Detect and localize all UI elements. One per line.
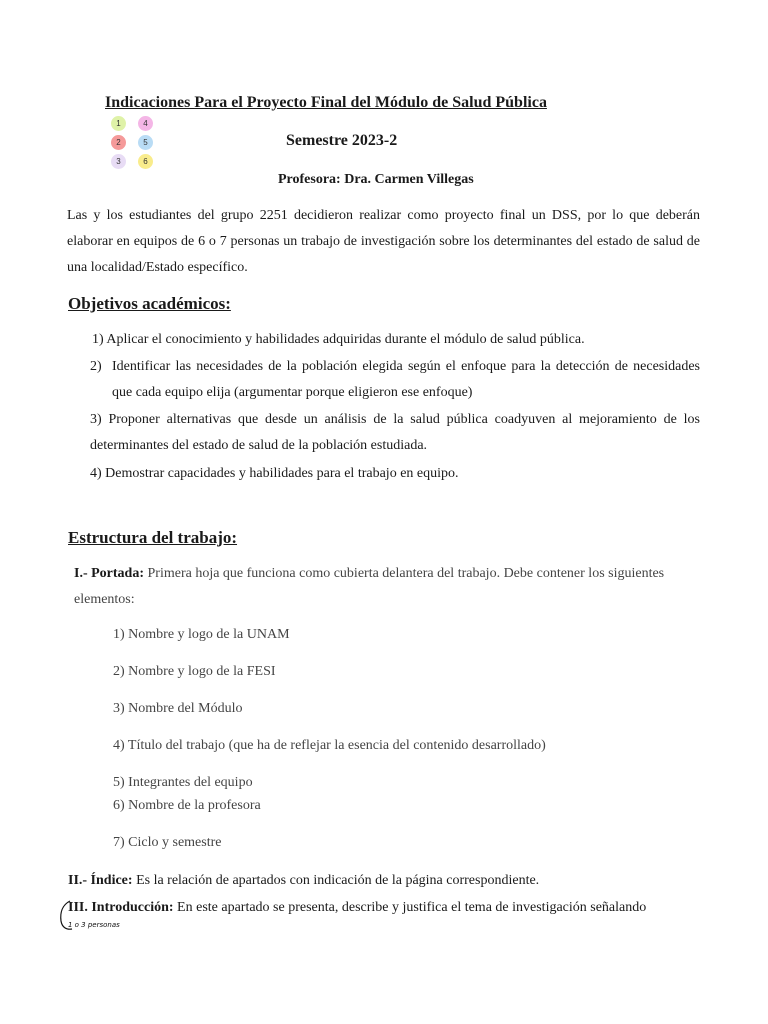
- objectives-heading: Objetivos académicos:: [68, 294, 231, 313]
- structure-heading: Estructura del trabajo:: [68, 528, 238, 547]
- indice-paragraph: [68, 873, 539, 889]
- objective-item: 3) Proponer alternativas que desde un análisis de la salud pública coadyuven al mejoramiento de los determinantes del estado de salud de la población estudiada.: [90, 412, 700, 453]
- objective-number: 2): [90, 359, 102, 374]
- portada-element: 6) Nombre de la profesora: [113, 798, 261, 813]
- portada-label: I.- Portada:: [74, 566, 144, 581]
- intro-paragraph: Las y los estudiantes del grupo 2251 decidieron realizar como proyecto final un DSS, por lo que deberán elaborar en equipos de 6 o 7 personas un trabajo de investigación sobre los determinantes del estado de salud de una localidad/Estado específico.: [67, 208, 700, 275]
- portada-element: 3) Nombre del Módulo: [113, 701, 243, 716]
- teacher-label: Profesora: Dra. Carmen Villegas: [278, 172, 474, 187]
- introduccion-label: III. Introducción:: [68, 900, 174, 915]
- objective-item: [90, 354, 700, 406]
- portada-paragraph: [74, 561, 700, 613]
- semester-label: Semestre 2023-2: [286, 132, 398, 149]
- introduccion-paragraph: [68, 900, 700, 916]
- number-dot: 5: [138, 135, 153, 150]
- indice-label: II.- Índice:: [68, 873, 133, 888]
- objective-item: 4) Demostrar capacidades y habilidades para el trabajo en equipo.: [90, 466, 459, 481]
- portada-element: 4) Título del trabajo (que ha de reflejar la esencia del contenido desarrollado): [113, 738, 546, 753]
- handwritten-note: 1 o 3 personas: [68, 921, 120, 929]
- document-title: Indicaciones Para el Proyecto Final del Módulo de Salud Pública: [105, 94, 547, 111]
- objective-text: Identificar las necesidades de la población elegida según el enfoque para la detección de necesidades que cada equipo elija (argumentar porque eligieron ese enfoque): [112, 359, 700, 400]
- number-dot: 1: [111, 116, 126, 131]
- introduccion-text: En este apartado se presenta, describe y justifica el tema de investigación señalando: [173, 900, 647, 915]
- number-dot: 4: [138, 116, 153, 131]
- number-dot: 6: [138, 154, 153, 169]
- portada-element: 1) Nombre y logo de la UNAM: [113, 627, 290, 642]
- objective-item: 1) Aplicar el conocimiento y habilidades adquiridas durante el módulo de salud pública.: [92, 332, 585, 347]
- number-dot: 2: [111, 135, 126, 150]
- handwritten-number-dots: [111, 116, 157, 170]
- portada-text: Primera hoja que funciona como cubierta delantera del trabajo. Debe contener los siguientes elementos:: [74, 566, 665, 607]
- portada-element: 7) Ciclo y semestre: [113, 835, 222, 850]
- portada-element: 2) Nombre y logo de la FESI: [113, 664, 276, 679]
- indice-text: Es la relación de apartados con indicación de la página correspondiente.: [132, 873, 540, 888]
- portada-element: 5) Integrantes del equipo: [113, 775, 253, 790]
- number-dot: 3: [111, 154, 126, 169]
